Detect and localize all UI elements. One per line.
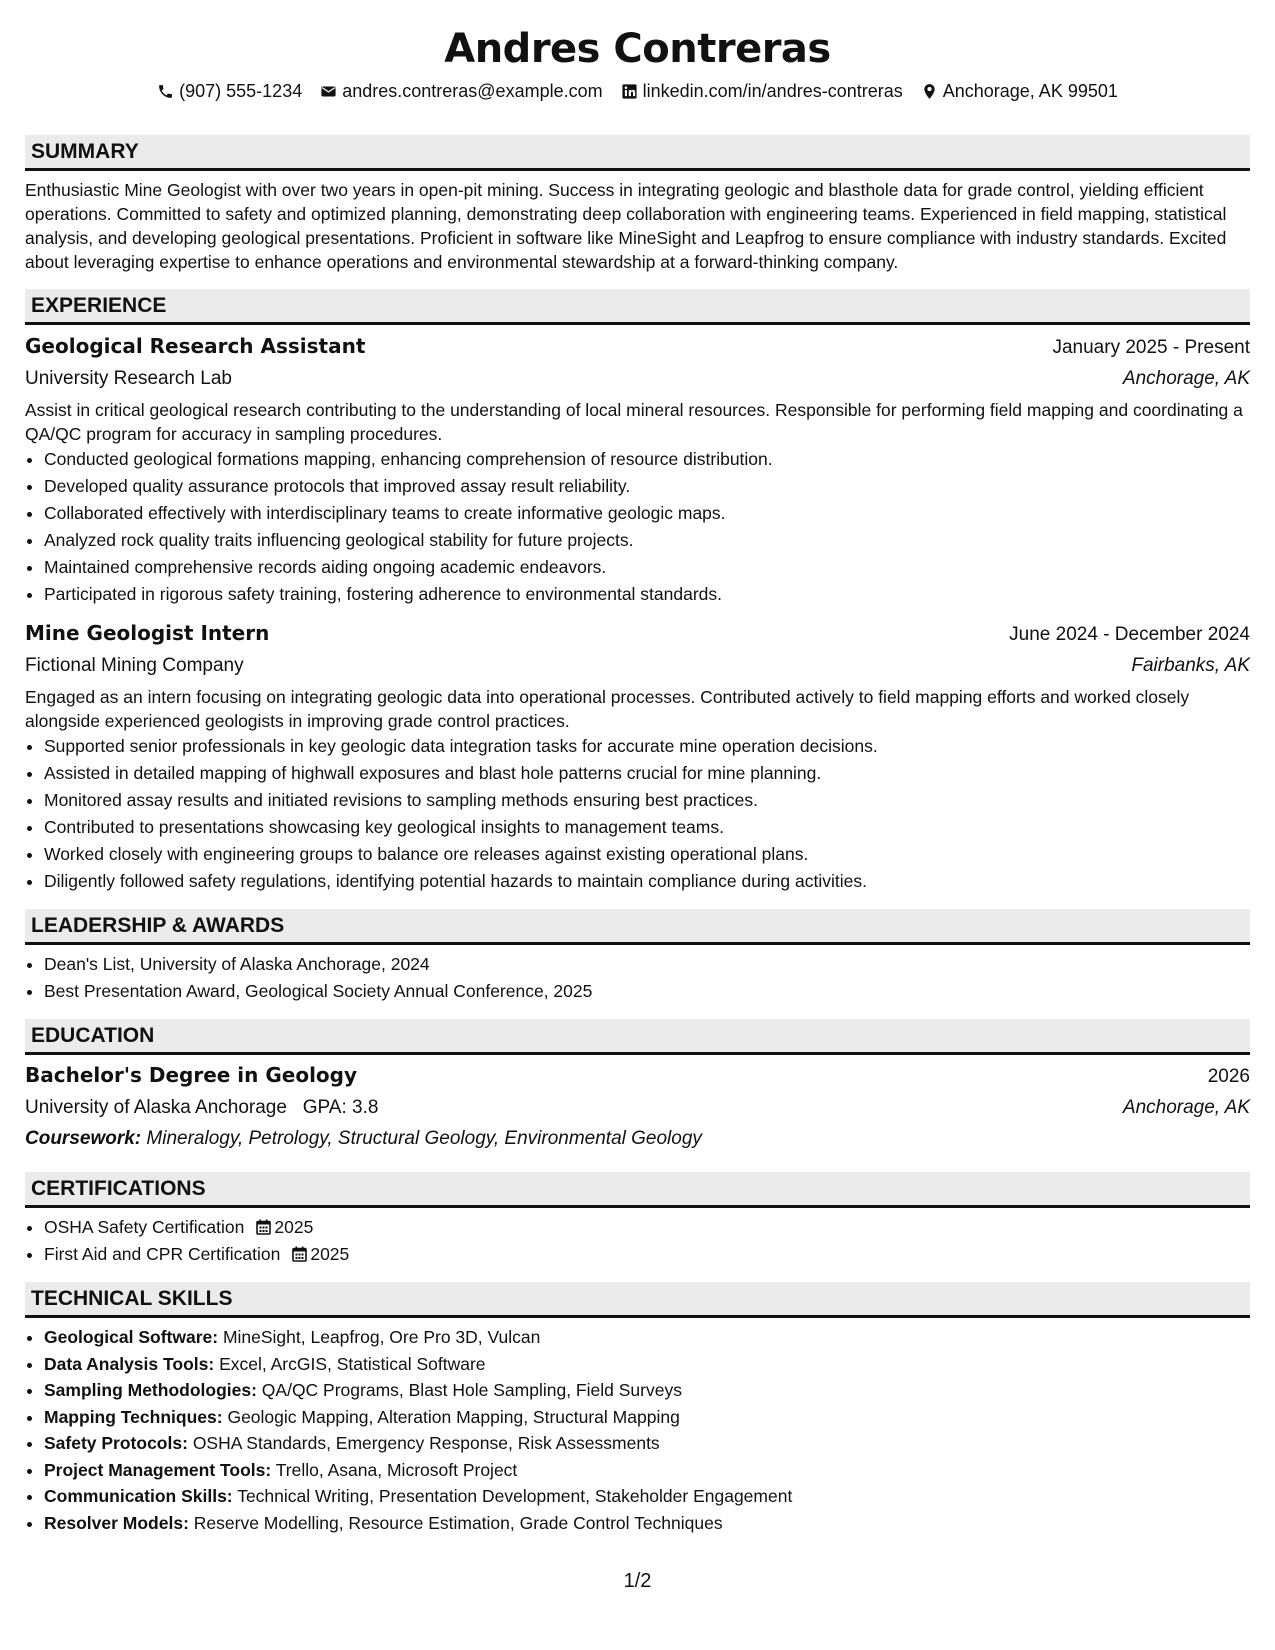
job-location: Fairbanks, AK	[1131, 655, 1250, 676]
job-company: University Research Lab	[25, 368, 232, 389]
list-item: • Dean's List, University of Alaska Anchorage, 2024	[44, 951, 1250, 978]
cert-name: OSHA Safety Certification	[44, 1217, 245, 1237]
skill-value: Geologic Mapping, Alteration Mapping, Structural Mapping	[227, 1406, 680, 1427]
job-dates: June 2024 - December 2024	[1009, 624, 1250, 645]
gpa: GPA: 3.8	[302, 1097, 379, 1118]
school-name: University of Alaska Anchorage	[25, 1097, 287, 1118]
job-title: Mine Geologist Intern	[25, 621, 270, 645]
list-item: • Worked closely with engineering groups to balance ore releases against existing operational plans.	[44, 841, 1250, 868]
skill-value: OSHA Standards, Emergency Response, Risk Assessments	[192, 1433, 660, 1453]
candidate-name: Andres Contreras	[444, 26, 831, 72]
skill-value: QA/QC Programs, Blast Hole Sampling, Field Surveys	[261, 1380, 682, 1400]
skill-label: Safety Protocols:	[44, 1433, 188, 1453]
school-line	[25, 1092, 378, 1123]
job-description: Engaged as an intern focusing on integrating geologic data into operational processes. Contributed actively to field mapping efforts and worked closely alongside experienced geologists in improving grade control practices.	[25, 687, 1190, 731]
list-item	[44, 1214, 1250, 1241]
phone-icon	[157, 83, 174, 100]
coursework-line	[25, 1123, 1250, 1154]
degree-title: Bachelor's Degree in Geology	[25, 1063, 358, 1087]
job-bullets	[25, 446, 1250, 608]
list-item	[44, 1324, 1250, 1351]
calendar-icon	[292, 1246, 307, 1262]
linkedin-icon	[621, 83, 638, 100]
list-item	[44, 1377, 1250, 1404]
job-bullets	[25, 733, 1250, 895]
certifications-list	[25, 1214, 1250, 1268]
envelope-icon	[320, 83, 337, 100]
phone-text: (907) 555-1234	[179, 80, 303, 101]
education-heading: EDUCATION	[25, 1019, 1250, 1055]
job-description: Assist in critical geological research contributing to the understanding of local mineral resources. Responsible for performing field mapping and coordinating a QA/QC program for accuracy in sampling procedures.	[25, 400, 1243, 444]
list-item	[44, 1430, 1250, 1457]
skill-value: Trello, Asana, Microsoft Project	[275, 1459, 518, 1480]
job-dates: January 2025 - Present	[1052, 337, 1250, 358]
skills-heading: TECHNICAL SKILLS	[25, 1282, 1250, 1318]
experience-heading: EXPERIENCE	[25, 289, 1250, 325]
list-item: • Assisted in detailed mapping of highwall exposures and blast hole patterns crucial for mine planning.	[44, 760, 1250, 787]
list-item: • Participated in rigorous safety training, fostering adherence to environmental standards.	[44, 581, 1250, 608]
list-item: • Conducted geological formations mapping, enhancing comprehension of resource distribution.	[44, 446, 1250, 473]
list-item: • Maintained comprehensive records aiding ongoing academic endeavors.	[44, 554, 1250, 581]
contact-phone[interactable]	[157, 81, 302, 102]
contact-email[interactable]	[320, 81, 602, 102]
job-entry	[25, 331, 1250, 608]
job-entry	[25, 618, 1250, 895]
skill-label: Mapping Techniques:	[44, 1406, 223, 1427]
cert-name: First Aid and CPR Certification	[44, 1244, 281, 1264]
list-item: • Monitored assay results and initiated revisions to sampling methods ensuring best practices.	[44, 787, 1250, 814]
list-item: • Diligently followed safety regulations, identifying potential hazards to maintain compliance during activities.	[44, 868, 1250, 895]
skill-value: Excel, ArcGIS, Statistical Software	[219, 1353, 486, 1374]
list-item	[44, 1510, 1250, 1537]
list-item	[44, 1351, 1250, 1378]
cert-year: 2025	[274, 1217, 314, 1237]
school-location: Anchorage, AK	[1122, 1097, 1250, 1118]
list-item: • Contributed to presentations showcasing key geological insights to management teams.	[44, 814, 1250, 841]
location-text: Anchorage, AK 99501	[942, 80, 1118, 101]
list-item: • Developed quality assurance protocols that improved assay result reliability.	[44, 473, 1250, 500]
contact-bar	[25, 79, 1250, 103]
contact-linkedin[interactable]	[621, 81, 903, 102]
graduation-year: 2026	[1207, 1066, 1250, 1087]
list-item	[44, 1483, 1250, 1510]
list-item	[44, 1241, 1250, 1268]
education-entry	[25, 1060, 1250, 1154]
page-number: 1/2	[623, 1570, 652, 1592]
skill-label: Sampling Methodologies:	[44, 1380, 257, 1400]
skills-list	[25, 1324, 1250, 1536]
skill-label: Geological Software:	[44, 1327, 219, 1347]
skill-value: Reserve Modelling, Resource Estimation, Grade Control Techniques	[193, 1512, 723, 1533]
email-text: andres.contreras@example.com	[342, 80, 603, 101]
coursework-text: Mineralogy, Petrology, Structural Geology, Environmental Geology	[146, 1128, 702, 1149]
resume-page	[25, 0, 1250, 1536]
calendar-icon	[256, 1219, 271, 1235]
list-item: • Supported senior professionals in key geologic data integration tasks for accurate mine operation decisions.	[44, 733, 1250, 760]
awards-list	[25, 951, 1250, 1005]
list-item: • Analyzed rock quality traits influencing geological stability for future projects.	[44, 527, 1250, 554]
skill-label: Communication Skills:	[44, 1486, 233, 1506]
skill-label: Data Analysis Tools:	[44, 1353, 215, 1374]
job-title: Geological Research Assistant	[25, 334, 366, 358]
skill-value: Technical Writing, Presentation Development, Stakeholder Engagement	[237, 1486, 793, 1506]
summary-heading: SUMMARY	[25, 135, 1250, 171]
list-item: • Collaborated effectively with interdisciplinary teams to create informative geologic maps.	[44, 500, 1250, 527]
job-location: Anchorage, AK	[1122, 368, 1250, 389]
skill-label: Resolver Models:	[44, 1512, 189, 1533]
cert-year: 2025	[310, 1244, 350, 1264]
certifications-heading: CERTIFICATIONS	[25, 1172, 1250, 1208]
list-item	[44, 1457, 1250, 1484]
awards-heading: LEADERSHIP & AWARDS	[25, 909, 1250, 945]
list-item: • Best Presentation Award, Geological Society Annual Conference, 2025	[44, 978, 1250, 1005]
job-company: Fictional Mining Company	[25, 655, 244, 676]
contact-location	[921, 81, 1118, 102]
skill-value: MineSight, Leapfrog, Ore Pro 3D, Vulcan	[222, 1327, 541, 1347]
list-item	[44, 1404, 1250, 1431]
map-pin-icon	[921, 83, 938, 100]
skill-label: Project Management Tools:	[44, 1459, 272, 1480]
coursework-label: Coursework:	[25, 1128, 142, 1149]
summary-text: Enthusiastic Mine Geologist with over two years in open-pit mining. Success in integrating geologic and blasthole data for grade control, yielding efficient operations. Committed to safety and optimized planning, demonstrating deep collaboration with engineering teams. Experienced in field mapping, statistical analysis, and developing geological presentations. Proficient in software like MineSight and Leapfrog to ensure compliance with industry standards. Excited about leveraging expertise to enhance operations and environmental stewardship at a forward-thinking company.	[25, 180, 1227, 272]
linkedin-text: linkedin.com/in/andres-contreras	[642, 80, 903, 101]
